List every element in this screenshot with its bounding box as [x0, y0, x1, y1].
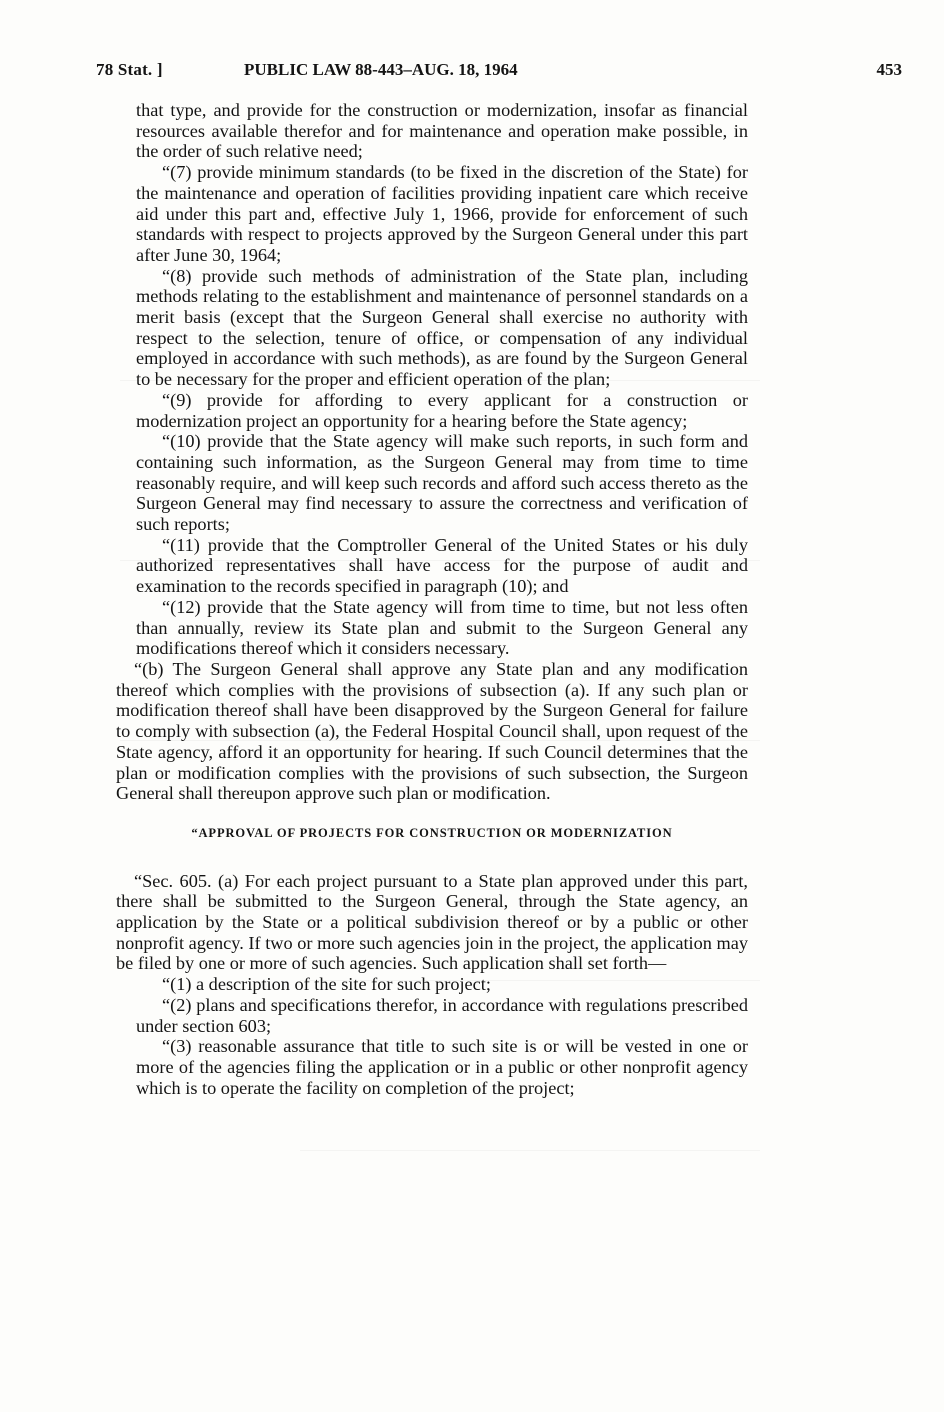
clause-9: “(9) provide for affording to every applicant for a construction or modernization project an opportunity for a hearing before the State agency; — [136, 389, 748, 431]
clause-11: “(11) provide that the Comptroller General of the United States or his duly authorized representatives shall have access for the purpose of audit and examination to the records specified in paragraph (10); and — [136, 534, 748, 597]
page-number: 453 — [876, 60, 902, 79]
item-1: “(1) a description of the site for such project; — [162, 974, 491, 995]
clause-8: “(8) provide such methods of administration of the State plan, including methods relating to the establishment and maintenance of personnel standards on a merit basis (except that the Surgeon General shall exercise no authority with respect to the selection, tenure of office, or compensation of any individual employed in accordance with such methods), as are found by the Surgeon General to be necessary for the proper and efficient operation of the plan; — [136, 265, 748, 390]
item-3: “(3) reasonable assurance that title to such site is or will be vested in one or more of the agencies filing the application or in a public or other nonprofit agency which is to operate the facility on completion of the project; — [136, 1036, 748, 1098]
item-2: “(2) plans and specifications therefor, in accordance with regulations prescribed under section 603; — [136, 994, 748, 1036]
show-through-line — [300, 1150, 760, 1151]
page-header — [96, 60, 904, 84]
section-heading: “APPROVAL OF PROJECTS FOR CONSTRUCTION OR MODERNIZATION — [191, 825, 673, 840]
subsection-b: “(b) The Surgeon General shall approve any State plan and any modification thereof which complies with the provisions of subsection (a). If any such plan or modification thereof shall have been disapproved by the Surgeon General for failure to comply with subsection (a), the Federal Hospital Council shall, upon request of the State agency, afford it an opportunity for hearing. If such Council determines that the plan or modification complies with the provisions of such subsection, the Surgeon General shall thereupon approve such plan or modification. — [116, 658, 748, 804]
section-605: “Sec. 605. (a) For each project pursuant to a State plan approved under this part, there shall be submitted to the Surgeon General, through the State agency, an application by the State or a political subdivision thereof or by a public or other nonprofit agency. If two or more such agencies join in the project, the application may be filed by one or more of such agencies. Such application shall set forth— — [116, 870, 748, 974]
clause-12: “(12) provide that the State agency will from time to time, but not less often than annually, review its State plan and submit to the Surgeon General any modifications thereof which it considers necessary. — [136, 596, 748, 659]
statute-reference: 78 Stat. ] — [96, 60, 163, 79]
clause-7: “(7) provide minimum standards (to be fixed in the discretion of the State) for the maintenance and operation of facilities providing inpatient care which receive aid under this part and, effective July 1, 1966, provide for enforcement of such standards with respect to projects approved by the Surgeon General under this part after June 30, 1964; — [136, 162, 748, 265]
document-body — [116, 100, 748, 1098]
clause-10: “(10) provide that the State agency will make such reports, in such form and containing such information, as the Surgeon General may from time to time reasonably require, and will keep such records and afford such access thereto as the Surgeon General may find necessary to assure the correctness and verification of such reports; — [136, 431, 748, 535]
page-title: PUBLIC LAW 88-443–AUG. 18, 1964 — [244, 60, 518, 79]
paragraph-continuation: that type, and provide for the construction or modernization, insofar as financial resources available therefor and for maintenance and operation make possible, in the order of such relative need; — [136, 100, 748, 162]
